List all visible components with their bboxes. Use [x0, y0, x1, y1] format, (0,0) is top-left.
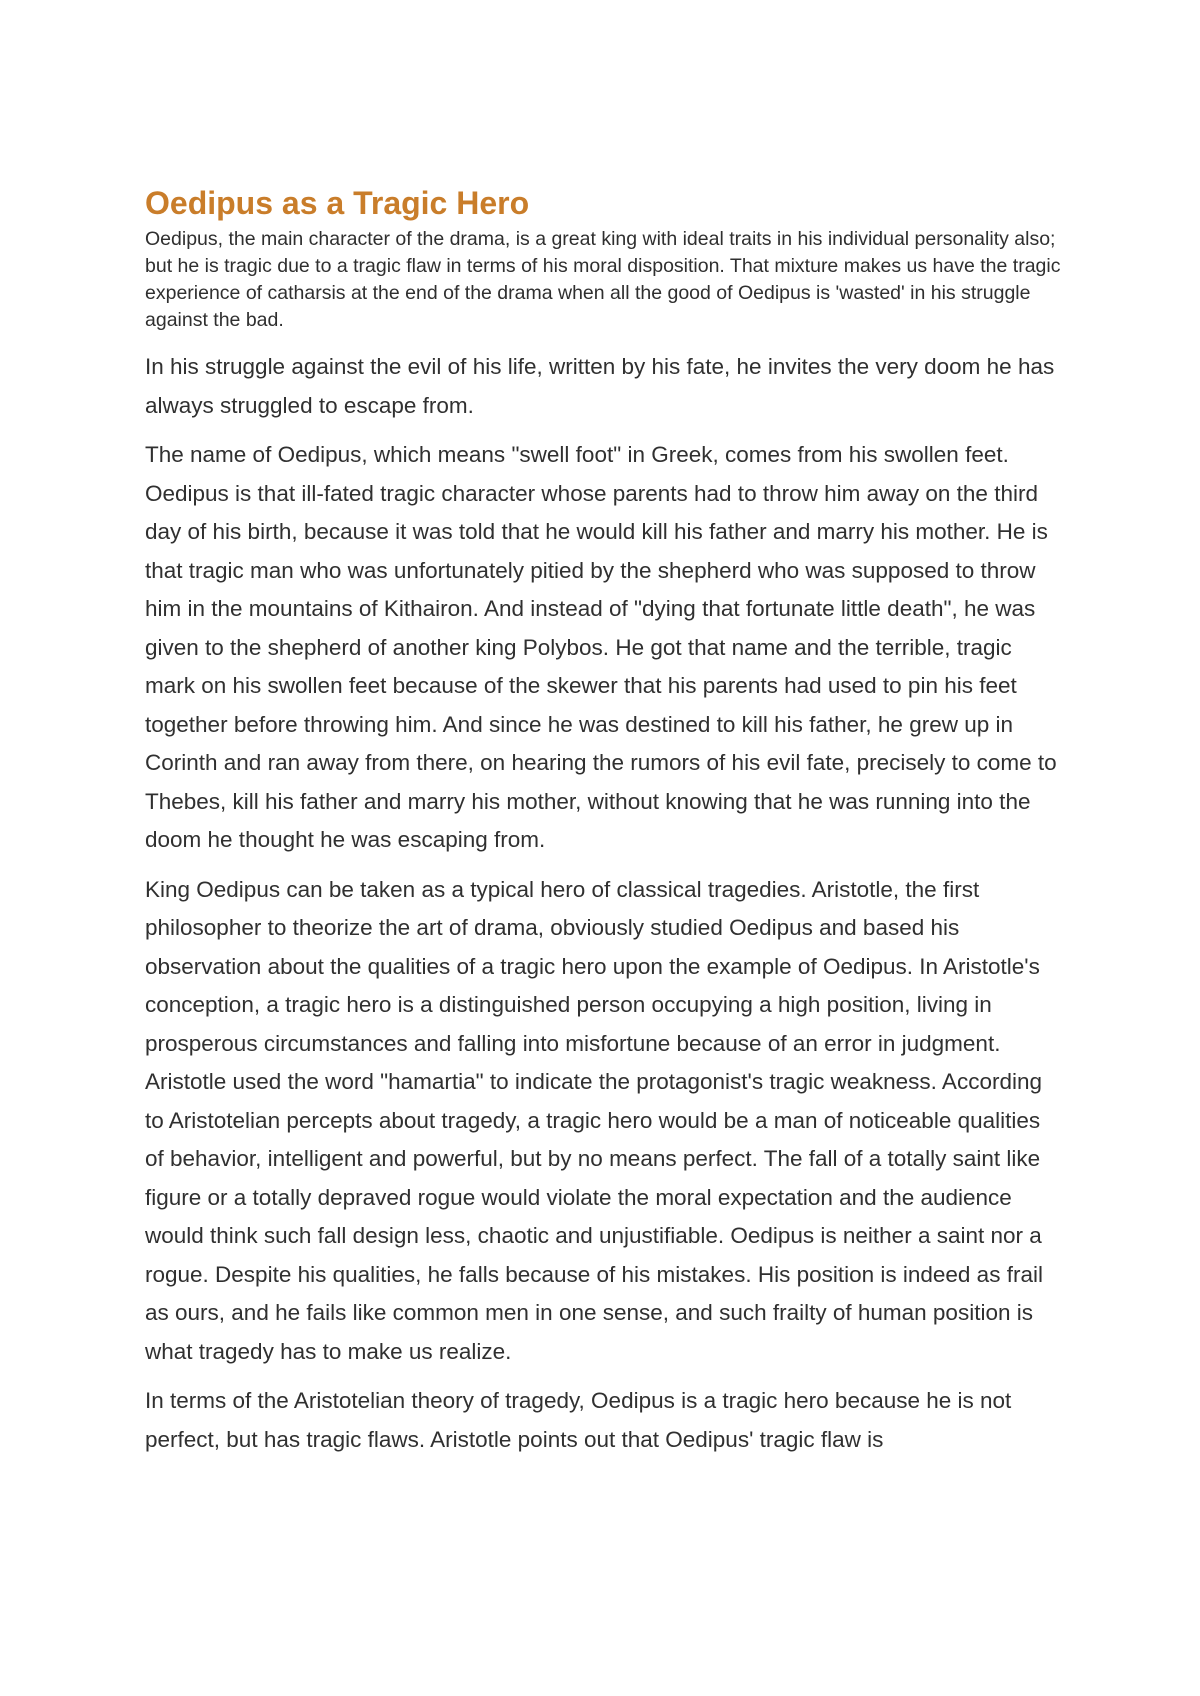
document-title: Oedipus as a Tragic Hero — [145, 185, 530, 221]
intro-paragraph: Oedipus, the main character of the drama, is a great king with ideal traits in his individual personality also; but he is tragic due to a tragic flaw in terms of his moral disposition. That mixture makes us have the tragic experience of catharsis at the end of the drama when all the good of Oedipus is 'wasted' in his struggle against the bad. — [145, 228, 1061, 331]
body-paragraph-4: In terms of the Aristotelian theory of tragedy, Oedipus is a tragic hero because he is not perfect, but has tragic flaws. Aristotle points out that Oedipus' tragic flaw is — [145, 1388, 1012, 1452]
body-paragraph-3: King Oedipus can be taken as a typical hero of classical tragedies. Aristotle, the first philosopher to theorize the art of drama, obviously studied Oedipus and based his observation about the qualities of a tragic hero upon the example of Oedipus. In Aristotle's conception, a tragic hero is a distinguished person occupying a high position, living in prosperous circumstances and falling into misfortune because of an error in judgment. Aristotle used the word "hamartia" to indicate the protagonist's tragic weakness. According to Aristotelian percepts about tragedy, a tragic hero would be a man of noticeable qualities of behavior, intelligent and powerful, but by no means perfect. The fall of a totally saint like figure or a totally depraved rogue would violate the moral expectation and the audience would think such fall design less, chaotic and unjustifiable. Oedipus is neither a saint nor a rogue. Despite his qualities, he falls because of his mistakes. His position is indeed as frail as ours, and he fails like common men in one sense, and such frailty of human position is what tragedy has to make us realize. — [145, 876, 1043, 1364]
body-paragraph-1: In his struggle against the evil of his life, written by his fate, he invites the very doom he has always struggled to escape from. — [145, 354, 1055, 418]
body-paragraph-2: The name of Oedipus, which means "swell foot" in Greek, comes from his swollen feet. Oedipus is that ill-fated tragic character whose parents had to throw him away on the third day of his birth, because it was told that he would kill his father and marry his mother. He is that tragic man who was unfortunately pitied by the shepherd who was supposed to throw him in the mountains of Kithairon. And instead of "dying that fortunate little death", he was given to the shepherd of another king Polybos. He got that name and the terrible, tragic mark on his swollen feet because of the skewer that his parents had used to pin his feet together before throwing him. And since he was destined to kill his father, he grew up in Corinth and ran away from there, on hearing the rumors of his evil fate, precisely to come to Thebes, kill his father and marry his mother, without knowing that he was running into the doom he thought he was escaping from. — [145, 442, 1057, 852]
document-page — [145, 180, 1065, 1470]
